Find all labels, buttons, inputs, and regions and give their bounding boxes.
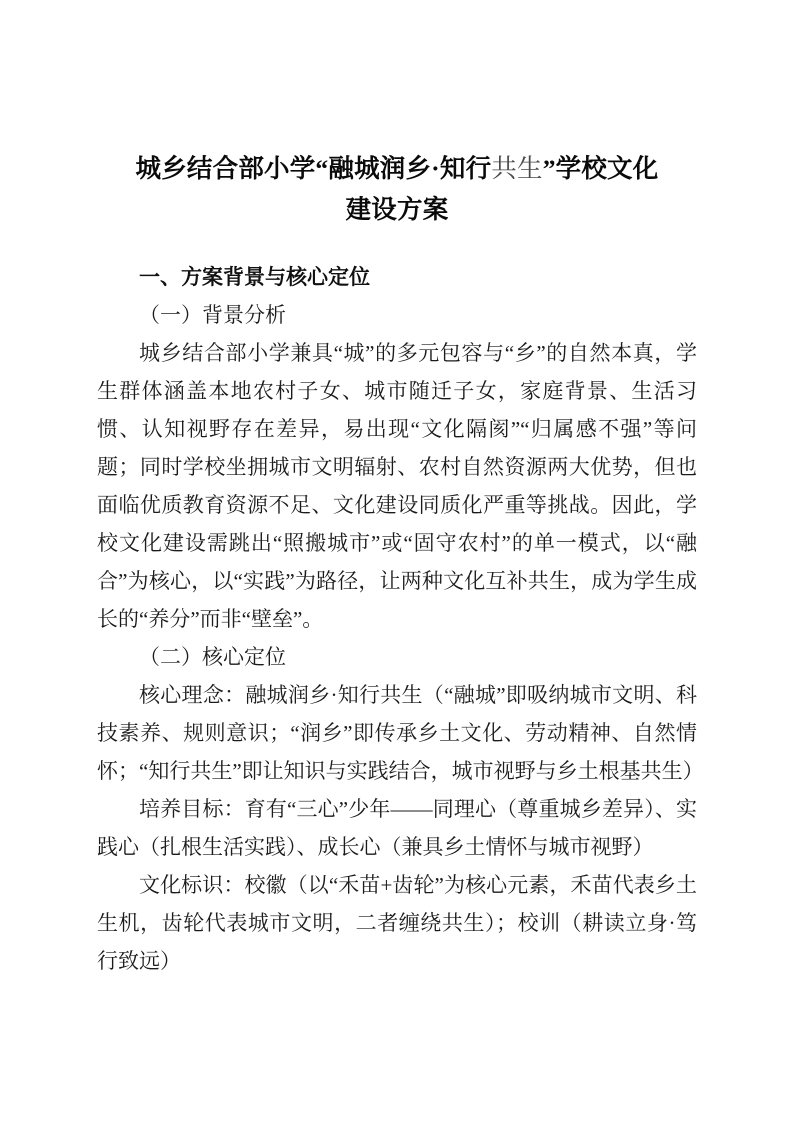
subsection-heading-1-1: （一）背景分析 (139, 303, 286, 327)
paragraph-cultural-identity: 文化标识：校徽（以“禾苗+齿轮”为核心元素，禾苗代表乡土生机，齿轮代表城市文明，二者缠绕共生）；校训（耕读立身·笃行致远） (97, 873, 697, 973)
document-content (97, 0, 704, 980)
document-title (97, 0, 697, 230)
document-title-line-1-part-a: 城乡结合部小学“融城润乡·知行 (135, 154, 492, 183)
subsection-heading-1-2: （二）核心定位 (139, 645, 286, 669)
document-title-line-2: 建设方案 (345, 195, 449, 224)
section-heading-1: 一、方案背景与核心定位 (139, 265, 370, 289)
paragraph-training-objectives: 培养目标：育有“三心”少年——同理心（尊重城乡差异）、实践心（扎根生活实践）、成长心（兼具乡土情怀与城市视野） (97, 797, 697, 859)
document-title-line-1-part-c: ”学校文化 (542, 154, 659, 183)
document-title-line-1-part-b: 共生 (491, 154, 543, 183)
paragraph-background-analysis: 城乡结合部小学兼具“城”的多元包容与“乡”的自然本真，学生群体涵盖本地农村子女、城市随迁子女，家庭背景、生活习惯、认知视野存在差异，易出现“文化隔阂”“归属感不强”等问题；同时学校坐拥城市文明辐射、农村自然资源两大优势，但也面临优质教育资源不足、文化建设同质化严重等挑战。因此，学校文化建设需跳出“照搬城市”或“固守农村”的单一模式，以“融合”为核心，以“实践”为路径，让两种文化互补共生，成为学生成长的“养分”而非“壁垒”。 (97, 341, 697, 631)
paragraph-core-concept: 核心理念：融城润乡·知行共生（“融城”即吸纳城市文明、科技素养、规则意识；“润乡”即传承乡土文化、劳动精神、自然情怀；“知行共生”即让知识与实践结合，城市视野与乡土根基共生） (97, 683, 704, 783)
